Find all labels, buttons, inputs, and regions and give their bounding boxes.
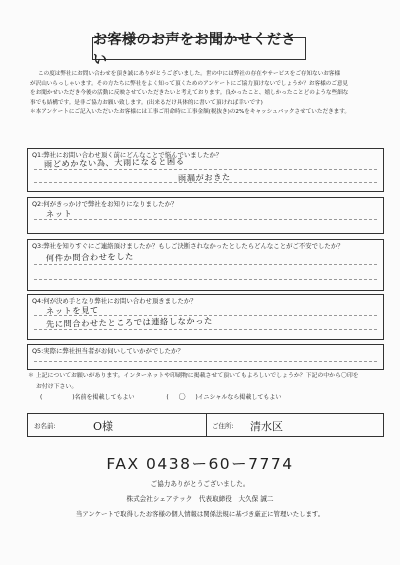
question-label: Q2:何がきっかけで弊社をお知りになりましたか？ [32,200,178,208]
consent-note [28,371,384,392]
handwritten-answer: ネットを見て [45,304,99,316]
fax-number: FAX 0438ー60ー7774 [106,455,294,473]
name-value: O様 [93,420,114,433]
intro-text [30,70,382,118]
privacy-note: 当アンケートで取得したお客様の個人情報は関係法規に基づき厳正に管理いたします。 [75,510,325,518]
handwritten-answer: ネット [45,208,73,219]
option-paren: ( [40,394,43,401]
intro-line: この度は弊社にお問い合わせを頂き誠にありがとうございました。世の中には弊社の存在やサービスをご存知ないお客様 [38,71,341,77]
thanks-text: ご協力ありがとうございました。 [150,480,250,488]
option-paren: ( [166,394,169,401]
address-label: ご住所: [212,422,234,430]
question-box-q2 [27,197,384,234]
answer-line [34,361,377,362]
intro-line: が沢山いらっしゃいます。その方たちに弊社をよく知って頂くためのアンケートにご協力頂けないでしょうか？お客様のご意見 [30,80,349,87]
question-label: Q3:弊社を知りすぐにご連絡頂けましたか？もしご決断されなかったとしたらどんなことがご不安でしたか？ [32,242,344,250]
question-box-q5 [27,344,384,370]
handwritten-answer: 雨どめかない為、大雨になると困る [43,156,185,169]
page-title: お客様のお声をお聞かせください [92,37,306,60]
answer-line [34,219,377,220]
handwritten-answer: 何件か問合わせをした [45,251,134,263]
answer-line [34,264,377,265]
answer-line [34,169,377,170]
selected-circle-mark: 〇 [178,393,186,401]
question-box-q4 [27,294,384,340]
company-name: 株式会社シェアテック 代表取締役 大久保 誠二 [126,495,274,503]
intro-line: 事でも結構です。是非ご協力お願い致します。(出来るだけ具体的に書いて頂ければ幸いです) [30,99,263,106]
name-label: お名前: [34,422,56,430]
question-box-q1 [27,148,384,192]
intro-line: をお聞かせいただき今後の活動に反映させていただきたいと考えております。良かったこと、嬉しかったことどのような些細な [30,90,349,97]
consent-line: お付け下さい。 [36,383,78,390]
address-value: 清水区 [250,420,283,433]
question-label: Q4:何が決め手となり弊社にお問い合わせ頂きましたか？ [32,297,197,305]
cashback-note: ＊本アンケートにご記入いただいたお客様には工事ご用命時に工事金額(税抜き)の2%をキャッシュバックさせていただきます。 [30,109,351,116]
consent-option-name[interactable]: )名前を掲載してもよい [72,394,135,401]
question-label: Q1:弊社にお問い合わせ頂く前にどんなことで悩んでいましたか？ [32,151,223,159]
divider [206,414,207,436]
handwritten-answer: 先に問合わせたところでは連絡しなかった [45,315,213,329]
answer-line [34,279,377,280]
consent-options [40,392,360,402]
question-box-q3 [27,239,384,291]
handwritten-answer: 雨漏がおきた [177,171,231,183]
question-label: Q5:実際に弊社担当者がお伺いしていかがでしたか？ [32,347,184,355]
consent-option-initials[interactable]: )イニシャルなら掲載してもよい [195,394,282,401]
name-address-box [27,413,384,437]
consent-line: ＊ 上記についてお願いがあります。インターネットや印刷物に掲載させて頂いてもよろしいでしょうか？下記の中から〇印を [28,373,359,379]
